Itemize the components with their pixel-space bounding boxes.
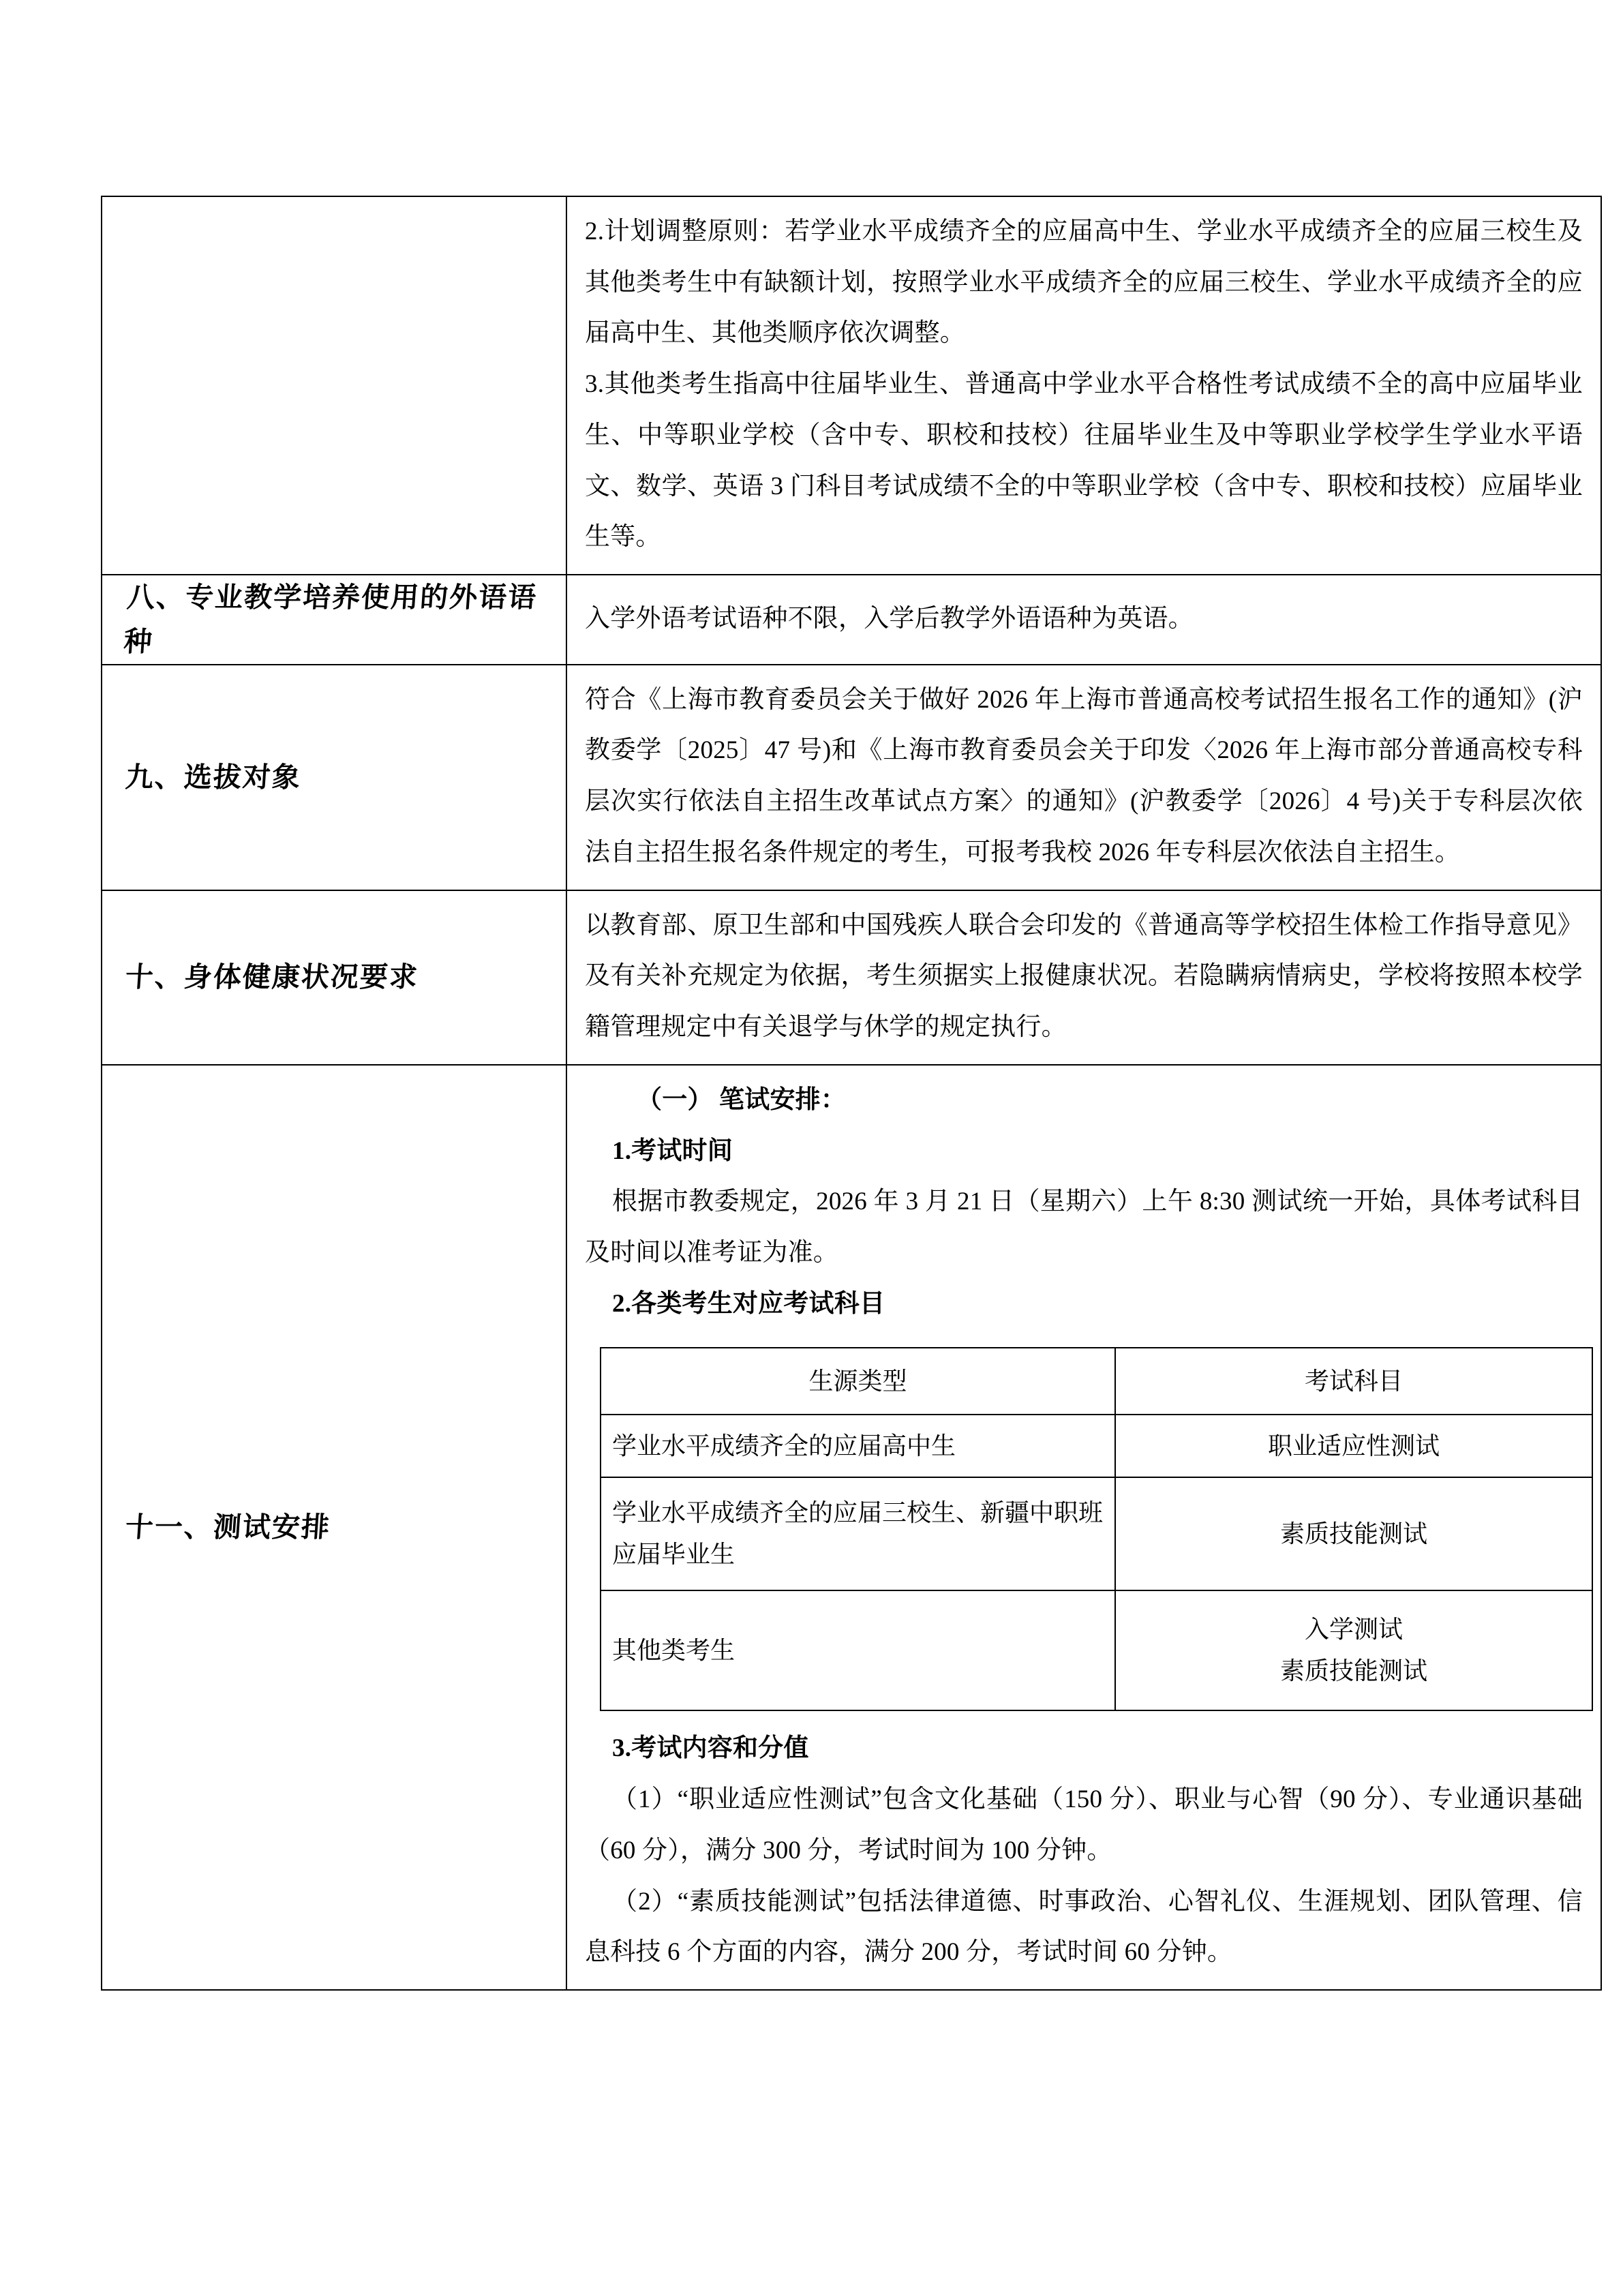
table-row: [102, 575, 1601, 665]
heading-subjects-by-candidate-type: 2.各类考生对应考试科目: [612, 1289, 885, 1318]
table-row: [102, 1065, 1601, 1990]
paragraph-plan-adjustment-principle: 2.计划调整原则：若学业水平成绩齐全的应届高中生、学业水平成绩齐全的应届三校生及其他类考生中有缺额计划，按照学业水平成绩齐全的应届三校生、学业水平成绩齐全的应届高中生、其他类顺序依次调整。: [585, 217, 1583, 348]
table-row: [102, 196, 1601, 575]
section-label-selection-target: 九、选拔对象: [124, 761, 303, 793]
section-label-cell-foreign-language: [102, 575, 566, 665]
subject-entrance-test: 入学测试: [1304, 1615, 1403, 1643]
table-row: [601, 1415, 1592, 1477]
paragraph-vocational-aptitude-scores: （1）“职业适应性测试”包含文化基础（150 分）、职业与心智（90 分）、专业通识基础（60 分），满分 300 分，考试时间为 100 分钟。: [585, 1785, 1583, 1864]
cell-subject-quality-skills: 素质技能测试: [1115, 1477, 1592, 1590]
paragraph-health-requirements: 以教育部、原卫生部和中国残疾人联合会印发的《普通高等学校招生体检工作指导意见》及有关补充规定为依据，考生须据实上报健康状况。若隐瞒病情病史，学校将按照本校学籍管理规定中有关退学与休学的规定执行。: [585, 911, 1583, 1042]
cell-subject-vocational-aptitude: 职业适应性测试: [1115, 1415, 1592, 1477]
section-label-cell-continuation: [102, 196, 566, 575]
section-body-continuation: [566, 196, 1601, 575]
cell-subject-entrance-and-quality: [1115, 1590, 1592, 1710]
cell-source-type-sanxiaosheng: 学业水平成绩齐全的应届三校生、新疆中职班应届毕业生: [601, 1477, 1115, 1590]
heading-exam-content-and-scores: 3.考试内容和分值: [612, 1734, 809, 1763]
admissions-info-table: [101, 196, 1602, 1991]
section-body-foreign-language: [566, 575, 1601, 665]
subject-quality-skills-test: 素质技能测试: [1279, 1657, 1427, 1685]
paragraph-other-candidate-definition: 3.其他类考生指高中往届毕业生、普通高中学业水平合格性考试成绩不全的高中应届毕业生、中等职业学校（含中专、职校和技校）往届毕业生及中等职业学校学生学业水平语文、数学、英语 3 门科目考试成绩不全的中等职业学校（含中专、职校和技校）应届毕业生等。: [585, 370, 1583, 552]
section-body-test-arrangement: [566, 1065, 1601, 1990]
cell-source-type-other: 其他类考生: [601, 1590, 1115, 1710]
section-label-test-arrangement: 十一、测试安排: [124, 1511, 332, 1543]
section-body-health-requirements: [566, 890, 1601, 1065]
section-label-cell-test-arrangement: [102, 1065, 566, 1990]
paragraph-exam-time-body: 根据市教委规定，2026 年 3 月 21 日（星期六）上午 8:30 测试统一开始，具体考试科目及时间以准考证为准。: [585, 1188, 1583, 1267]
table-header-row: [601, 1348, 1592, 1415]
table-row: [601, 1477, 1592, 1590]
column-header-exam-subject: 考试科目: [1115, 1348, 1592, 1415]
section-body-selection-target: [566, 665, 1601, 890]
exam-subjects-table-wrapper: [600, 1347, 1583, 1711]
section-label-foreign-language: 八、专业教学培养使用的外语语种: [123, 581, 539, 657]
column-header-source-type: 生源类型: [601, 1348, 1115, 1415]
table-row: [102, 890, 1601, 1065]
section-label-cell-selection-target: [102, 665, 566, 890]
table-row: [601, 1590, 1592, 1710]
exam-subjects-table: [600, 1347, 1593, 1711]
paragraph-foreign-language: 入学外语考试语种不限，入学后教学外语语种为英语。: [585, 604, 1194, 633]
section-label-health-requirements: 十、身体健康状况要求: [124, 961, 420, 993]
section-label-cell-health-requirements: [102, 890, 566, 1065]
cell-source-type-highschool: 学业水平成绩齐全的应届高中生: [601, 1415, 1115, 1477]
paragraph-selection-target: 符合《上海市教育委员会关于做好 2026 年上海市普通高校考试招生报名工作的通知》(沪教委学〔2025〕47 号)和《上海市教育委员会关于印发〈2026 年上海市部分普通高校专科层次实行依法自主招生改革试点方案〉的通知》(沪教委学〔2026〕4 号)关于专科层次依法自主招生报名条件规定的考生，可报考我校 2026 年专科层次依法自主招生。: [585, 685, 1583, 866]
heading-exam-time: 1.考试时间: [612, 1136, 733, 1165]
table-row: [102, 665, 1601, 890]
heading-written-test-arrangement: （一） 笔试安排：: [637, 1085, 847, 1114]
paragraph-quality-skills-scores: （2）“素质技能测试”包括法律道德、时事政治、心智礼仪、生涯规划、团队管理、信息科技 6 个方面的内容，满分 200 分，考试时间 60 分钟。: [585, 1887, 1583, 1967]
